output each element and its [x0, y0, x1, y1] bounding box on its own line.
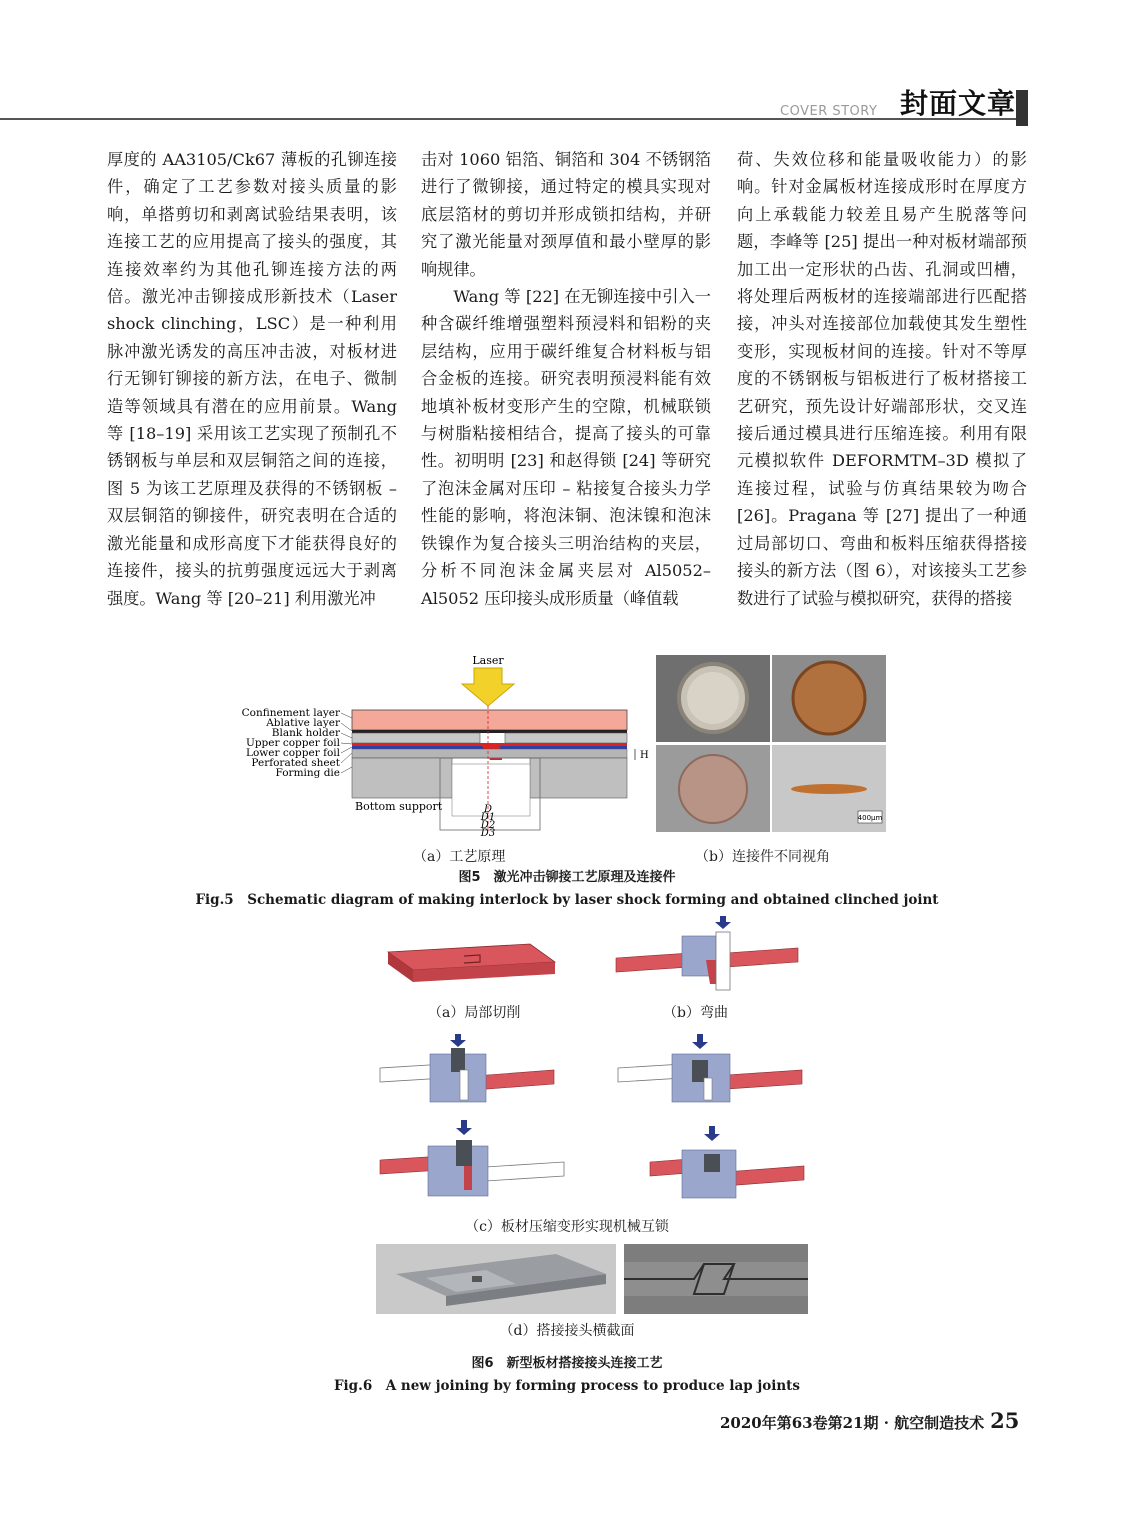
dim-d2: D2: [480, 820, 496, 831]
fig5-photos: [656, 655, 886, 832]
fig5-sub-a: （a）工艺原理: [413, 849, 506, 865]
blank-holder-right: [505, 733, 627, 743]
paragraph: 厚度的 AA3105/Ck67 薄板的孔铆连接件，确定了工艺参数对接头质量的影响，单搭剪切和剥离试验结果表明，该连接工艺的应用提高了接头的强度，其连接效率约为其他孔铆连接方法的两倍。激光冲击铆接成形新技术（Laser shock clinching，LSC）是一种利用脉冲激光诱发的高压冲击波，对板材进行无铆钉铆接的新方法，在电子、微制造等领域具有潜在的应用前景。Wang 等 [18–19] 采用该工艺实现了预制孔不锈钢板与单层和双层铜箔之间的连接，图 5 为该工艺原理及获得的不锈钢板 – 双层铜箔的铆接件，研究表明在合适的激光能量和成形高度下才能获得良好的连接件，接头的抗剪强度远远大于剥离强度。Wang 等 [20–21] 利用激光冲: [107, 150, 397, 608]
laser-label: Laser: [472, 654, 504, 667]
text-column-2: [421, 146, 711, 612]
fig5-caption-cn: 图5 激光冲击铆接工艺原理及连接件: [458, 870, 676, 885]
label-lower-foil: Lower copper foil: [246, 747, 340, 759]
fig6-caption-cn: 图6 新型板材搭接接头连接工艺: [471, 1356, 663, 1371]
fig6-caption-en: Fig.6 A new joining by forming process to produce lap joints: [333, 1378, 801, 1394]
fig6-sub-d: （d）搭接接头横截面: [499, 1323, 635, 1339]
ablative-layer: [352, 730, 627, 733]
section-label-en: COVER STORY: [780, 104, 878, 119]
page-number: 25: [990, 1408, 1020, 1433]
fig5-sub-b: （b）连接件不同视角: [695, 849, 830, 865]
journal-info: 2020年第63卷第21期 · 航空制造技术: [720, 1414, 985, 1432]
down-arrow-icon: [692, 1034, 708, 1049]
paragraph: 击对 1060 铝箔、铜箔和 304 不锈钢箔进行了微铆接，通过特定的模具实现对底层箔材的剪切并形成锁扣结构，并研究了激光能量对颈厚值和最小壁厚的影响规律。: [421, 150, 711, 279]
fig6-stage-2: [616, 1032, 806, 1112]
photo-bottom-view: [656, 745, 770, 832]
forming-die-left: [352, 758, 452, 798]
confinement-layer: [352, 710, 627, 730]
label-blank-holder: Blank holder: [271, 727, 340, 739]
label-upper-foil: Upper copper foil: [245, 737, 340, 749]
fig5-schematic: [240, 652, 650, 840]
fig6-joint-photo: [376, 1244, 616, 1314]
section-label-cn: 封面文章: [900, 87, 1017, 120]
laser-arrow-icon: [462, 668, 514, 706]
label-forming-die: Forming die: [275, 767, 340, 779]
dim-d1: D1: [480, 812, 496, 823]
photo-side-view: [772, 745, 886, 832]
fig6-bending: [612, 914, 802, 1000]
leader-lines: [341, 713, 352, 773]
label-perforated: Perforated sheet: [251, 757, 340, 769]
down-arrow-icon: [715, 916, 731, 929]
forming-die-right: [530, 758, 627, 798]
text-column-3: [737, 146, 1027, 612]
perforated-sheet: [352, 749, 627, 758]
paragraph: Wang 等 [22] 在无铆连接中引入一种含碳纤维增强塑料预浸料和铝粉的夹层结构，应用于碳纤维复合材料板与铝合金板的连接。研究表明预浸料能有效地填补板材变形产生的空隙，机械联锁与树脂粘接相结合，提高了接头的可靠性。初明明 [23] 和赵得锁 [24] 等研究了泡沫金属对压印 – 粘接复合接头力学性能的影响，将泡沫铜、泡沫镍和泡沫铁镍作为复合接头三明治结构的夹层，分析不同泡沫金属夹层对 Al5052–Al5052 压印接头成形质量（峰值载: [421, 287, 711, 608]
text-column-1: [107, 146, 397, 612]
photo-top-view: [656, 655, 770, 742]
fig6-cross-section-photo: [624, 1244, 808, 1314]
fig6-stage-3: [378, 1118, 568, 1204]
header-accent-bar: [1016, 90, 1028, 126]
layer-labels: [242, 707, 341, 779]
page-footer: [720, 1408, 1019, 1433]
down-arrow-icon: [704, 1126, 720, 1141]
fig6-partial-cut: [380, 926, 560, 998]
down-arrow-icon: [450, 1034, 466, 1047]
dim-d3: D3: [480, 828, 496, 839]
fig6-stage-1: [378, 1032, 558, 1112]
dim-d: D: [483, 804, 493, 815]
down-arrow-icon: [456, 1120, 472, 1135]
fig6-sub-a: （a）局部切削: [428, 1005, 521, 1021]
fig5-caption-en: Fig.5 Schematic diagram of making interlock by laser shock forming and obtained clinched joint: [195, 892, 939, 908]
bottom-support-label: Bottom support: [355, 800, 443, 813]
fig6-sub-b: （b）弯曲: [663, 1005, 728, 1021]
scale-bar-label: 400μm: [857, 814, 883, 822]
blank-holder-left: [352, 733, 480, 743]
paragraph: 荷、失效位移和能量吸收能力）的影响。针对金属板材连接成形时在厚度方向上承载能力较差且易产生脱落等问题，李峰等 [25] 提出一种对板材端部预加工出一定形状的凸齿、孔洞或凹槽，将处理后两板材的连接端部进行匹配搭接，冲头对连接部位加载使其发生塑性变形，实现板材间的连接。针对不等厚度的不锈钢板与铝板进行了板材搭接工艺研究，预先设计好端部形状，交叉连接后通过模具进行压缩连接。利用有限元模拟软件 DEFORMTM–3D 模拟了连接过程，试验与仿真结果较为吻合 [26]。Pragana 等 [27] 提出了一种通过局部切口、弯曲和板料压缩获得搭接接头的新方法（图 6），对该接头工艺参数进行了试验与模拟研究，获得的搭接: [737, 150, 1027, 608]
label-ablative: Ablative layer: [266, 717, 340, 729]
height-label: H: [640, 750, 649, 761]
photo-copper-side: [772, 655, 886, 742]
fig6-stage-4: [648, 1124, 808, 1206]
fig6-sub-c: （c）板材压缩变形实现机械互锁: [465, 1219, 669, 1235]
label-confinement: Confinement layer: [241, 707, 340, 719]
